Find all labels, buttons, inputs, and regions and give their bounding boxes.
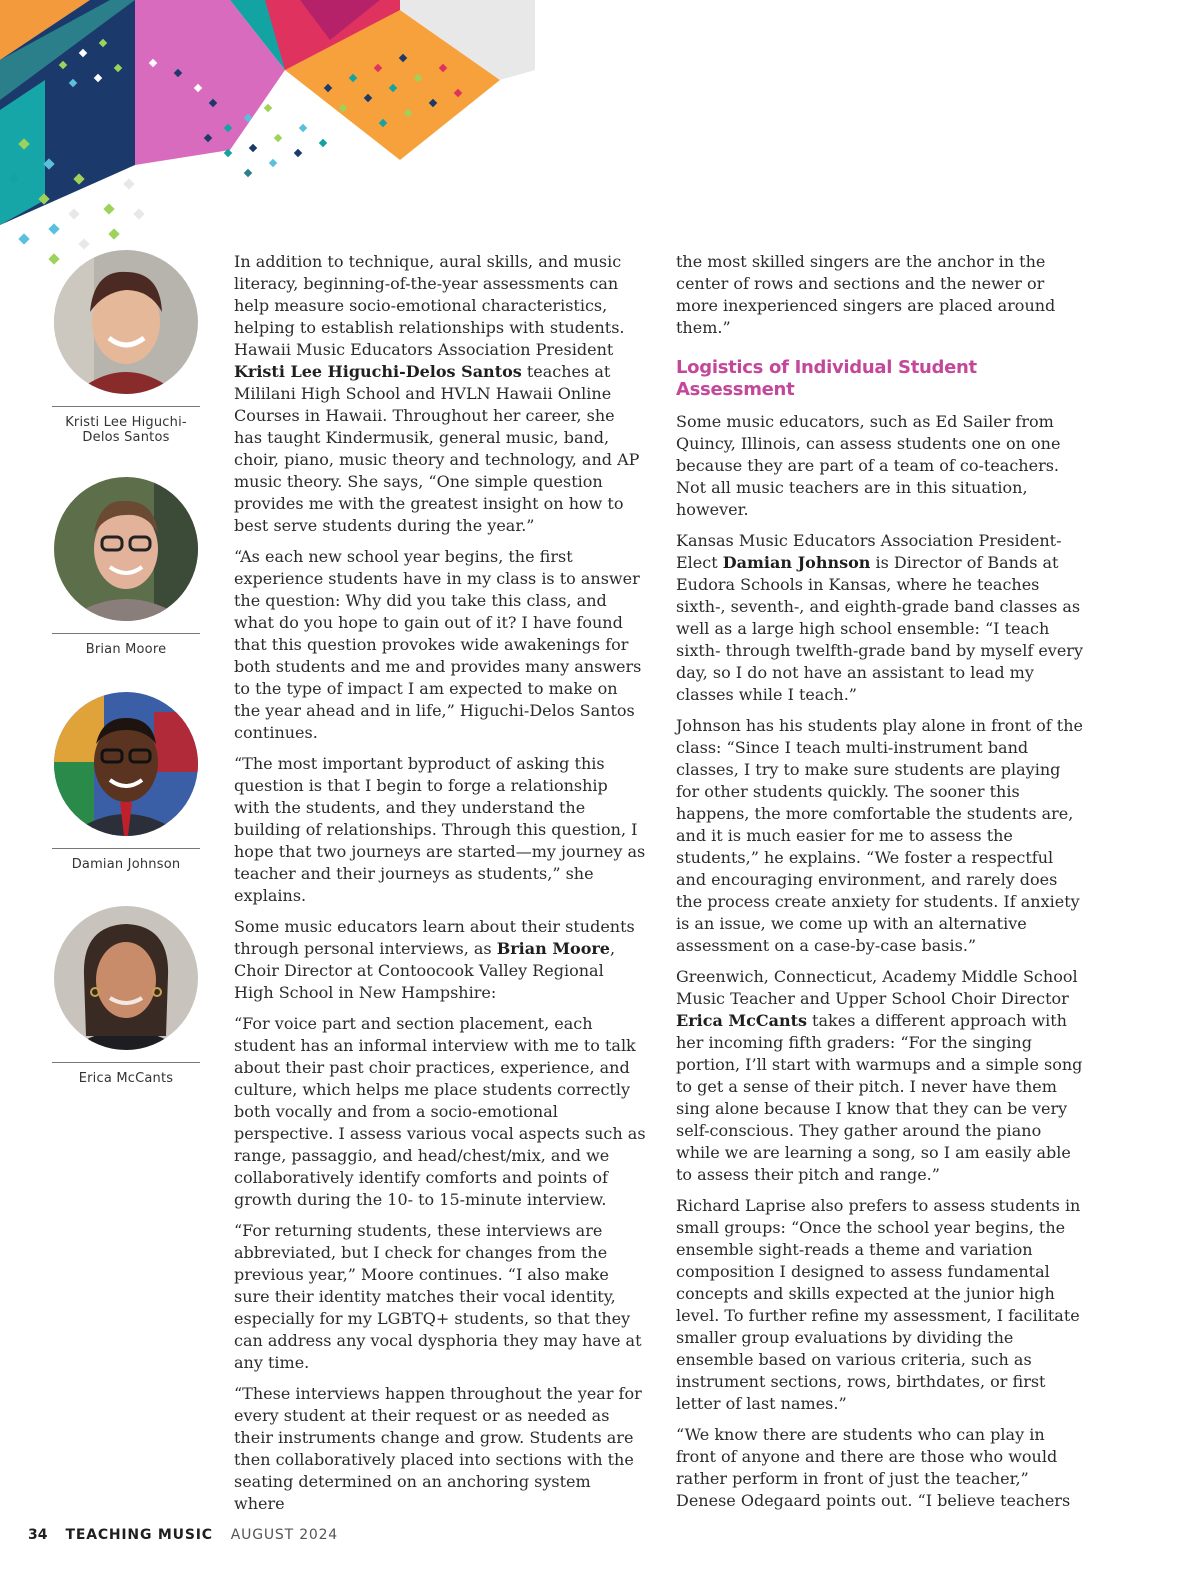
section-heading: Logistics of Individual Student Assessment (676, 357, 977, 400)
paragraph-text: In addition to technique, aural skills, and music literacy, beginning-of-the-year assessments can help measure socio-emotional characteristics, helping to establish relationships with students. Hawaii Music Educators Association President (234, 252, 625, 359)
issue-date: AUGUST 2024 (230, 1527, 339, 1543)
avatar (54, 477, 198, 621)
page-number: 34 (28, 1527, 48, 1543)
paragraph-text: takes a different approach with her incoming fifth graders: “For the singing portion, I’ll start with warmups and a simple song to get a sense of their pitch. I never have them sing alone because I know that they can be very self-conscious. They gather around the piano while we are learning a song, so I am easily able to assess their pitch and range.” (676, 1011, 1083, 1184)
paragraph: Johnson has his students play alone in front of the class: “Since I teach multi-instrument band classes, I try to make sure students are playing for other students quickly. The sooner this happens, the more comfortable the students are, and it is much easier for me to assess the students,” he explains. “We foster a respectful and encouraging environment, and rarely does the process create anxiety for students. If anxiety is an issue, we come up with an alternative assessment on a case-by-case basis.” (676, 716, 1083, 955)
paragraph-text: Some music educators learn about their students through personal interviews, as (234, 917, 635, 958)
caption-brian: Brian Moore (85, 642, 167, 657)
paragraph: the most skilled singers are the anchor in the center of rows and sections and the newer or more inexperienced singers are placed around them.” (676, 252, 1056, 337)
paragraph: “For voice part and section placement, each student has an informal interview with me to talk about their past choir practices, experience, and culture, which helps me place students correctly both vocally and from a socio-emotional perspective. I assess various vocal aspects such as range, passaggio, and head/chest/mix, and we collaboratively identify comforts and points of growth during the 10- to 15-minute interview. (234, 1014, 646, 1209)
avatar (54, 906, 198, 1050)
paragraph-text: , Choir Director at Contoocook Valley Regional High School in New Hampshire: (234, 939, 616, 1002)
page-footer (28, 1524, 338, 1546)
paragraph-text: Kansas Music Educators Association President-Elect (676, 531, 1062, 572)
caption-rule (52, 406, 200, 407)
paragraph (234, 251, 646, 537)
paragraph-text: Greenwich, Connecticut, Academy Middle School Music Teacher and Upper School Choir Director (676, 967, 1078, 1008)
paragraph: “These interviews happen throughout the year for every student at their request or as needed as their instruments change and grow. Students are then collaboratively placed into sections with the seating determined on an anchoring system where (234, 1384, 642, 1513)
paragraph: “The most important byproduct of asking this question is that I begin to forge a relationship with the students, and they understand the building of relationships. Through this question, I hope that two journeys are started—my journey as teacher and their journeys as students,” she explains. (234, 754, 646, 905)
article-column-right (676, 251, 1088, 1521)
caption-rule (52, 1062, 200, 1063)
paragraph: “As each new school year begins, the first experience students have in my class is to answer the question: Why did you take this class, and what do you hope to gain out of it? I have found that this question provokes wide awakenings for both students and me and provides many answers to the type of impact I am expected to make on the year ahead and in life,” Higuchi-Delos Santos continues. (234, 547, 642, 742)
person-name: Erica McCants (676, 1011, 807, 1030)
header-decoration (0, 0, 540, 270)
profile-erica (52, 906, 200, 1086)
person-name: Kristi Lee Higuchi-Delos Santos (234, 362, 522, 381)
paragraph: Some music educators, such as Ed Sailer from Quincy, Illinois, can assess students one on one because they are part of a team of co-teachers. Not all music teachers are in this situation, however. (676, 412, 1061, 519)
avatar (54, 692, 198, 836)
paragraph-text: teaches at Mililani High School and HVLN Hawaii Online Courses in Hawaii. Throughout her career, she has taught Kindermusik, general music, band, choir, piano, music theory and technology, and AP music theory. She says, “One simple question provides me with the greatest insight on how to best serve students during the year.” (234, 362, 640, 535)
caption-kristi: Kristi Lee Higuchi- Delos Santos (65, 415, 187, 445)
caption-rule (52, 848, 200, 849)
person-name: Damian Johnson (722, 553, 871, 572)
avatar (54, 250, 198, 394)
profile-damian (52, 692, 200, 872)
paragraph (234, 916, 646, 1004)
paragraph: “For returning students, these interviews are abbreviated, but I check for changes from the previous year,” Moore continues. “I also make sure their identity matches their vocal identity, especially for my LGBTQ+ students, so that they can address any vocal dysphoria they may have at any time. (234, 1221, 642, 1372)
paragraph: Richard Laprise also prefers to assess students in small groups: “Once the school year begins, the ensemble sight-reads a theme and variation composition I designed to assess fundamental concepts and skills expected at the junior high level. To further refine my assessment, I facilitate smaller group evaluations by dividing the ensemble based on various criteria, such as instrument sections, rows, birthdates, or first letter of last names.” (676, 1196, 1081, 1413)
person-name: Brian Moore (496, 939, 610, 958)
article-column-left (234, 251, 646, 1524)
magazine-name: TEACHING MUSIC (65, 1527, 213, 1543)
profile-brian (52, 477, 200, 657)
caption-rule (52, 633, 200, 634)
paragraph (676, 966, 1088, 1186)
profile-kristi (52, 250, 200, 445)
caption-damian: Damian Johnson (71, 857, 181, 872)
caption-erica: Erica McCants (78, 1071, 174, 1086)
paragraph (676, 530, 1088, 706)
paragraph-text: is Director of Bands at Eudora Schools in Kansas, where he teaches sixth-, seventh-, and eighth-grade band classes as well as a large high school ensemble: “I teach sixth- through twelfth-grade band by myself every day, so I do not have an assistant to lead my classes while I teach.” (676, 553, 1083, 704)
paragraph: “We know there are students who can play in front of anyone and there are those who would rather perform in front of just the teacher,” Denese Odegaard points out. “I believe teachers (676, 1425, 1071, 1510)
